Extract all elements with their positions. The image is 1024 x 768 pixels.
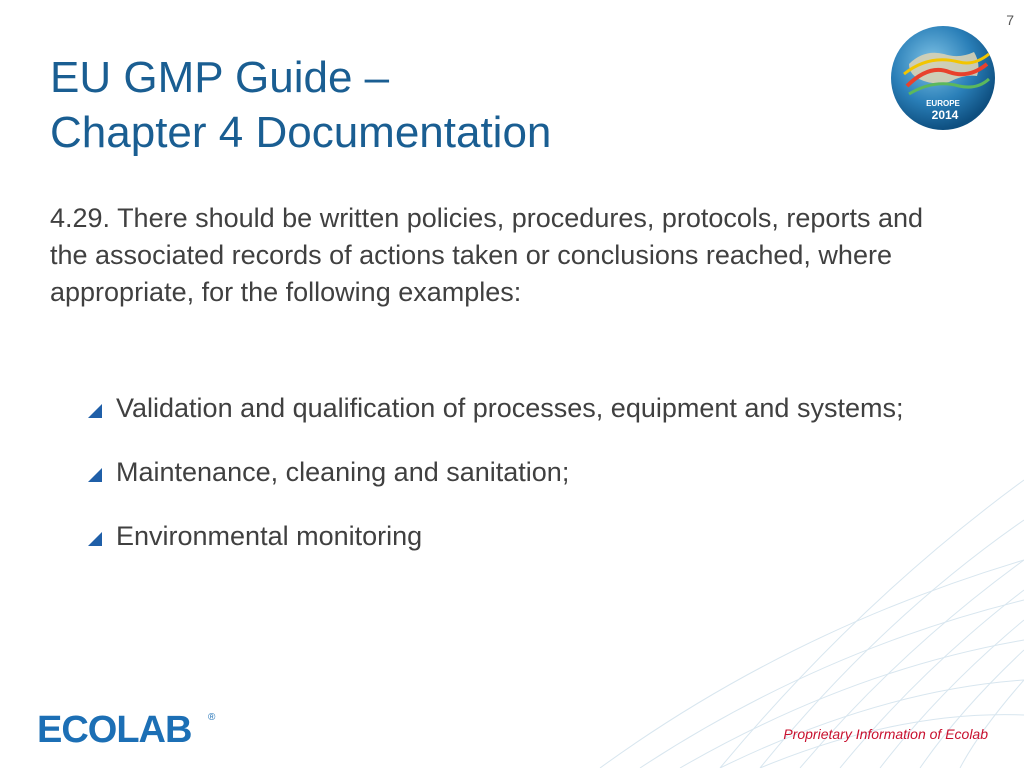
- slide-title: [50, 50, 551, 160]
- europe-globe-logo: [889, 24, 997, 132]
- badge-line2: 2014: [931, 108, 959, 122]
- logo-text: ECOLAB: [37, 709, 192, 750]
- triangle-bullet-icon: [88, 468, 102, 482]
- bullet-item: [88, 518, 988, 554]
- bullet-text: Validation and qualification of processes, equipment and systems;: [116, 393, 904, 423]
- proprietary-notice: Proprietary Information of Ecolab: [783, 726, 988, 742]
- bullet-item: [88, 390, 988, 426]
- title-line-2: Chapter 4 Documentation: [50, 108, 552, 157]
- title-line-1: EU GMP Guide –: [50, 53, 390, 102]
- triangle-bullet-icon: [88, 532, 102, 546]
- badge-line1: EUROPE: [926, 99, 960, 108]
- slide-number: 7: [1006, 12, 1014, 28]
- bullet-list: [88, 390, 988, 554]
- bullet-text: Maintenance, cleaning and sanitation;: [116, 457, 570, 487]
- bullet-text: Environmental monitoring: [116, 521, 423, 551]
- ecolab-logo: [37, 706, 217, 750]
- logo-registered-mark: ®: [208, 712, 216, 723]
- bullet-item: [88, 454, 988, 490]
- triangle-bullet-icon: [88, 404, 102, 418]
- body-paragraph: 4.29. There should be written policies, procedures, protocols, reports and the associated records of actions taken or conclusions reached, where appropriate, for the following examples:: [50, 203, 923, 307]
